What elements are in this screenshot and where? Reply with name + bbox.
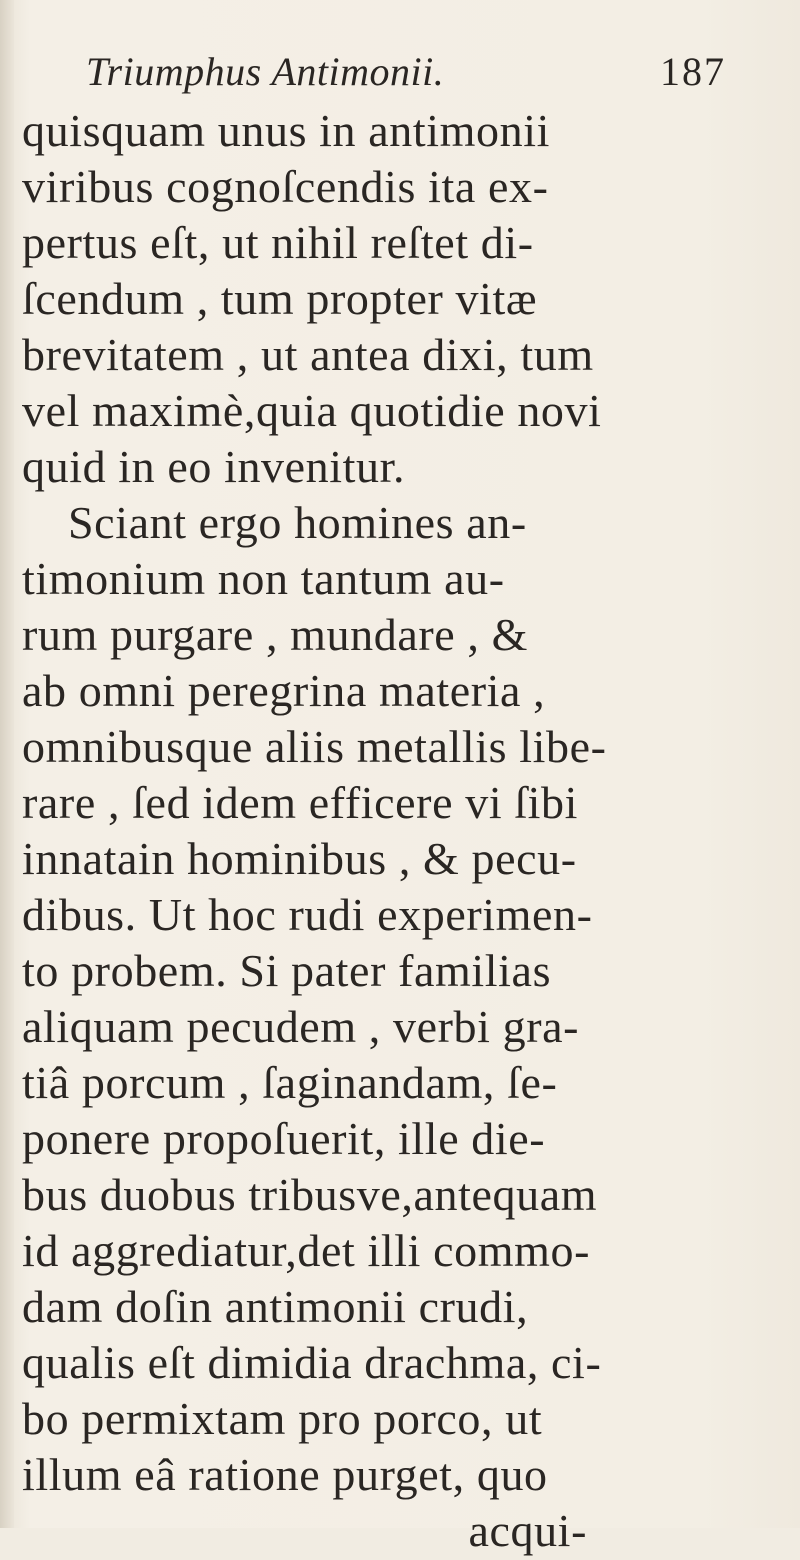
- running-title: Triumphus Antimonii.: [86, 49, 445, 94]
- text-line: pertus eſt, ut nihil reſtet di-: [22, 217, 534, 268]
- text-line: dam doſin antimonii crudi,: [22, 1281, 529, 1332]
- text-line: ſcendum , tum propter vitæ: [22, 273, 538, 324]
- text-line: tiâ porcum , ſaginandam, ſe-: [22, 1057, 558, 1108]
- page-header: [86, 48, 726, 102]
- text-line: timonium non tantum au-: [22, 553, 505, 604]
- text-line: rum purgare , mundare , &: [22, 609, 528, 660]
- text-line: dibus. Ut hoc rudi experimen-: [22, 889, 593, 940]
- text-line: rare , ſed idem efficere vi ſibi: [22, 777, 579, 828]
- text-line: aliquam pecudem , verbi gra-: [22, 1001, 580, 1052]
- text-line: qualis eſt dimidia drachma, ci-: [22, 1337, 602, 1388]
- text-line: ab omni peregrina materia ,: [22, 665, 546, 716]
- text-line: bo permixtam pro porco, ut: [22, 1393, 543, 1444]
- text-line: vel maximè,quia quotidie novi: [22, 385, 602, 436]
- text-line: to probem. Si pater familias: [22, 945, 552, 996]
- text-line: brevitatem , ut antea dixi, tum: [22, 329, 594, 380]
- text-line: quid in eo invenitur.: [22, 441, 406, 492]
- text-line: bus duobus tribusve,antequam: [22, 1169, 598, 1220]
- text-line: omnibusque aliis metallis libe-: [22, 721, 607, 772]
- page-number: 187: [660, 49, 726, 94]
- text-line: illum eâ ratione purget, quo: [22, 1449, 548, 1500]
- text-line: id aggrediatur,det illi commo-: [22, 1225, 591, 1276]
- text-line: innatain hominibus , & pecu-: [22, 833, 577, 884]
- text-line: viribus cognoſcendis ita ex-: [22, 161, 549, 212]
- catchword: acqui-: [468, 1505, 587, 1556]
- text-line: quisquam unus in antimonii: [22, 105, 550, 156]
- page-gutter-edge: [0, 0, 14, 1528]
- text-line: Sciant ergo homines an-: [68, 497, 527, 548]
- text-line: ponere propoſuerit, ille die-: [22, 1113, 546, 1164]
